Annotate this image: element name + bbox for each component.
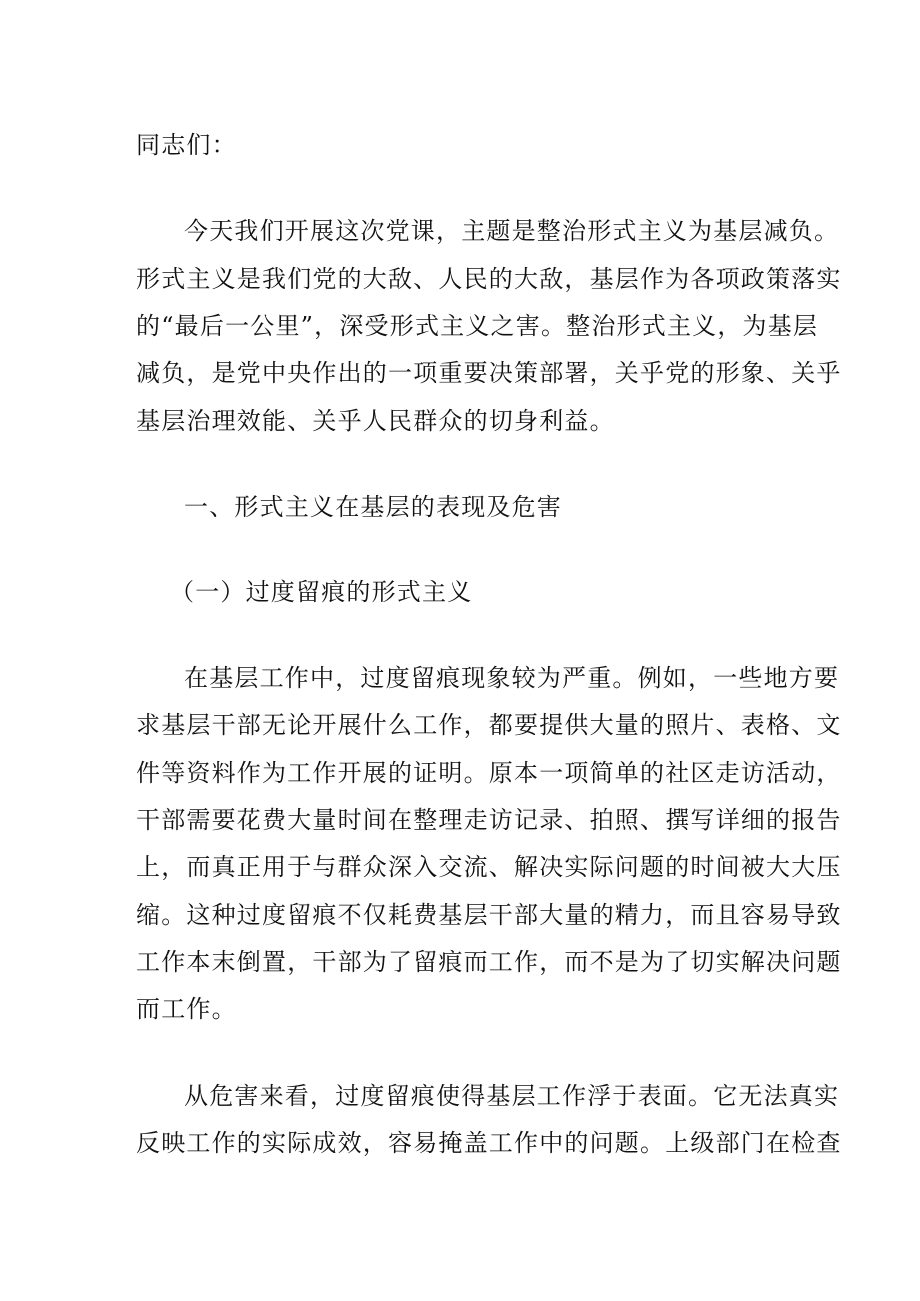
paragraph-line: 从危害来看，过度留痕使得基层工作浮于表面。它无法真实 bbox=[184, 1082, 840, 1110]
paragraph-line: 工作本末倒置，干部为了留痕而工作，而不是为了切实解决问题 bbox=[136, 948, 842, 976]
paragraph-line: 缩。这种过度留痕不仅耗费基层干部大量的精力，而且容易导致 bbox=[136, 901, 842, 929]
paragraph-line: 干部需要花费大量时间在整理走访记录、拍照、撰写详细的报告 bbox=[136, 806, 842, 834]
paragraph-line: 而工作。 bbox=[136, 995, 237, 1023]
paragraph-line: 基层治理效能、关乎人民群众的切身利益。 bbox=[136, 407, 615, 435]
paragraph-line: 减负，是党中央作出的一项重要决策部署，关乎党的形象、关乎 bbox=[136, 359, 842, 387]
subsection-heading: （一）过度留痕的形式主义 bbox=[170, 578, 473, 606]
paragraph-line: 上，而真正用于与群众深入交流、解决实际问题的时间被大大压 bbox=[136, 853, 842, 881]
paragraph-line: 的“最后一公里”，深受形式主义之害。整治形式主义，为基层 bbox=[136, 312, 819, 340]
paragraph-line: 在基层工作中，过度留痕现象较为严重。例如，一些地方要 bbox=[184, 664, 840, 692]
paragraph-line: 形式主义是我们党的大敌、人民的大敌，基层作为各项政策落实 bbox=[136, 265, 842, 293]
salutation: 同志们： bbox=[136, 131, 237, 159]
paragraph-line: 求基层干部无论开展什么工作，都要提供大量的照片、表格、文 bbox=[136, 711, 842, 739]
paragraph-line: 今天我们开展这次党课，主题是整治形式主义为基层减负。 bbox=[184, 217, 840, 245]
paragraph-line: 反映工作的实际成效，容易掩盖工作中的问题。上级部门在检查 bbox=[136, 1129, 842, 1157]
paragraph-line: 件等资料作为工作开展的证明。原本一项简单的社区走访活动， bbox=[136, 759, 842, 787]
section-heading: 一、形式主义在基层的表现及危害 bbox=[184, 493, 562, 521]
